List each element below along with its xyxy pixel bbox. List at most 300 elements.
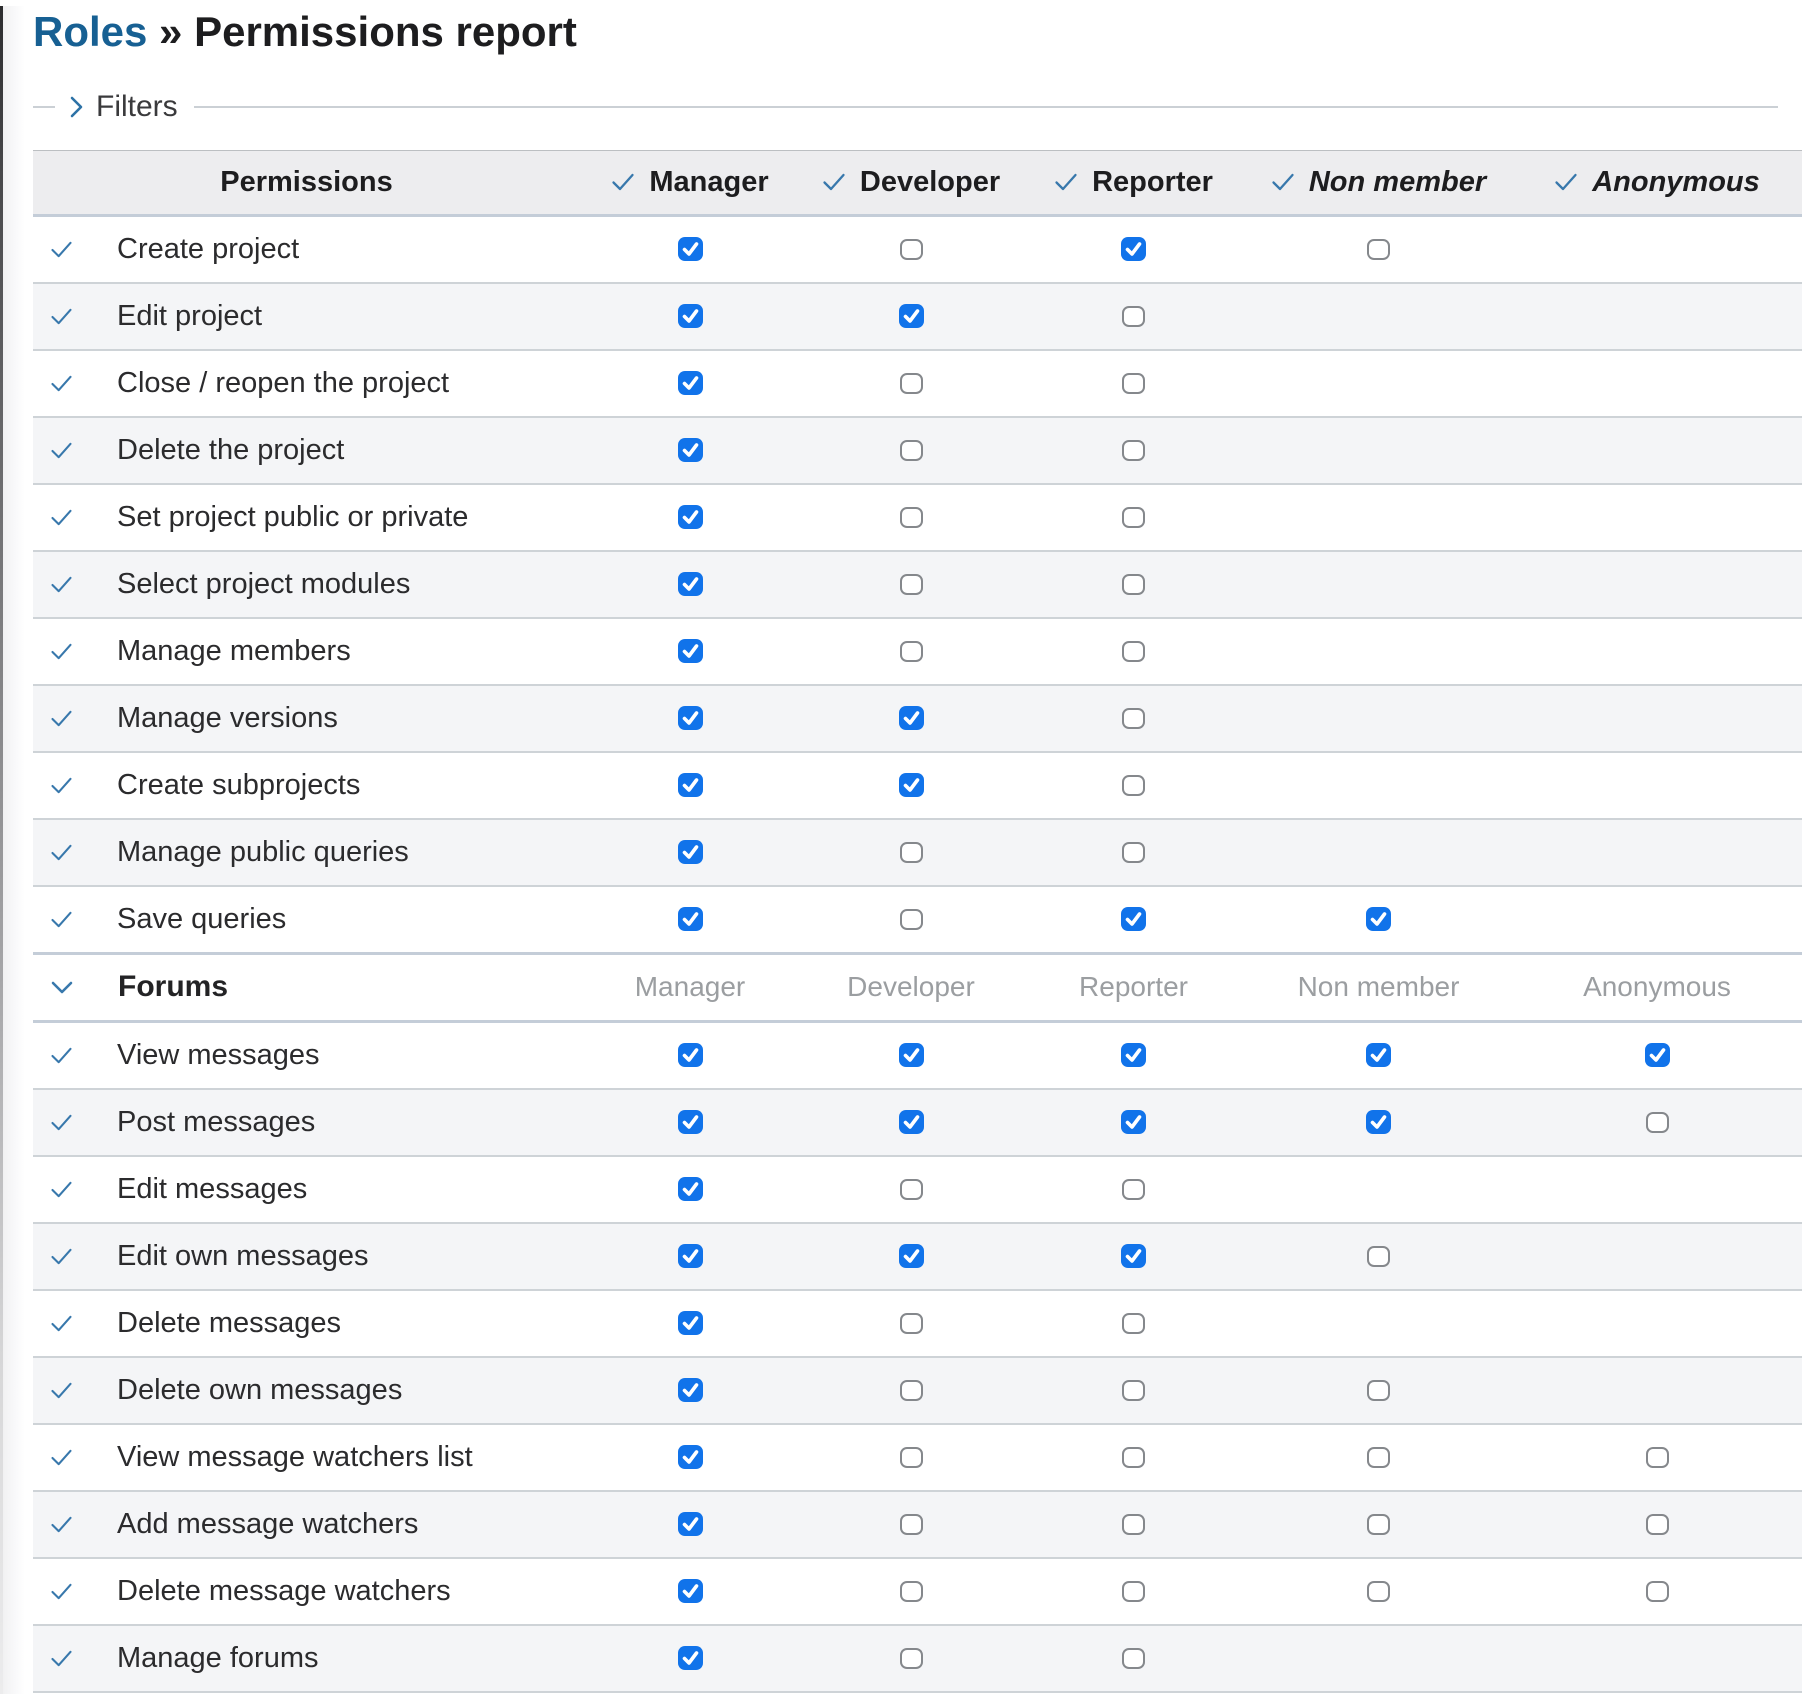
section-role-cell (800, 953, 1022, 1021)
permission-checkbox-unchecked[interactable] (1367, 1581, 1390, 1602)
permission-label-cell (33, 886, 580, 954)
permission-checkbox-checked[interactable] (1366, 1110, 1391, 1134)
permission-state-cell (1512, 752, 1802, 819)
filters-fieldset (33, 89, 1802, 125)
check-row-icon[interactable] (50, 441, 95, 460)
permission-checkbox-checked[interactable] (678, 1244, 703, 1268)
title-separator2 (182, 8, 194, 55)
permission-state-cell (1512, 1558, 1802, 1625)
permission-label: View message watchers list (117, 1440, 473, 1473)
role-header-label: Manager (649, 165, 769, 198)
permission-state-cell (1022, 1424, 1245, 1491)
permission-state-cell (1245, 1424, 1512, 1491)
permission-checkbox-checked[interactable] (678, 773, 703, 797)
permission-label: Close / reopen the project (117, 366, 450, 399)
permission-state-cell (580, 752, 800, 819)
permission-state-cell (1245, 417, 1512, 484)
permission-state-cell (1245, 1290, 1512, 1357)
permission-state-cell (1022, 1491, 1245, 1558)
check-row-icon[interactable] (50, 1046, 95, 1065)
permission-state-cell (1022, 618, 1245, 685)
permission-state-cell (1245, 1357, 1512, 1424)
permission-checkbox-checked[interactable] (1121, 907, 1146, 931)
permission-checkbox-unchecked[interactable] (900, 507, 923, 528)
permission-checkbox-unchecked[interactable] (1367, 1447, 1390, 1468)
permission-checkbox-checked[interactable] (1121, 237, 1146, 261)
role-header-cell (800, 150, 1022, 215)
permission-checkbox-unchecked[interactable] (1122, 1313, 1145, 1334)
section-role-label: Developer (847, 971, 975, 1002)
check-column-icon[interactable] (822, 172, 846, 192)
section-role-label: Non member (1297, 971, 1460, 1002)
permission-state-cell (800, 752, 1022, 819)
permission-label: Delete message watchers (117, 1574, 451, 1607)
permission-checkbox-unchecked[interactable] (1122, 507, 1145, 528)
permission-checkbox-unchecked[interactable] (900, 1514, 923, 1535)
permission-checkbox-unchecked[interactable] (900, 1179, 923, 1200)
permission-state-cell (800, 1021, 1022, 1089)
permission-row (33, 1357, 1802, 1424)
permission-label: Edit own messages (117, 1239, 369, 1272)
permission-checkbox-checked[interactable] (678, 1177, 703, 1201)
check-column-icon[interactable] (1554, 172, 1578, 192)
permission-state-cell (1245, 484, 1512, 551)
permission-checkbox-unchecked[interactable] (1646, 1447, 1669, 1468)
role-header-cell (1245, 150, 1512, 215)
permission-row (33, 551, 1802, 618)
permission-label: Select project modules (117, 567, 411, 600)
permission-state-cell (800, 1625, 1022, 1692)
permission-checkbox-unchecked[interactable] (1122, 440, 1145, 461)
filters-rule-left (33, 106, 55, 108)
permission-state-cell (1245, 215, 1512, 283)
permission-checkbox-checked[interactable] (1121, 1244, 1146, 1268)
permission-state-cell (1245, 819, 1512, 886)
permission-label-cell (33, 1021, 580, 1089)
permission-checkbox-unchecked[interactable] (900, 1313, 923, 1334)
permission-checkbox-unchecked[interactable] (1122, 641, 1145, 662)
check-row-icon[interactable] (50, 374, 95, 393)
permission-state-cell (1022, 1156, 1245, 1223)
permission-state-cell (580, 819, 800, 886)
permission-checkbox-checked[interactable] (899, 1110, 924, 1134)
permission-checkbox-unchecked[interactable] (900, 842, 923, 863)
permission-checkbox-checked[interactable] (678, 438, 703, 462)
permission-state-cell (800, 886, 1022, 954)
permission-state-cell (1245, 1223, 1512, 1290)
permission-state-cell (1512, 350, 1802, 417)
window-edge-shadow (3, 6, 25, 1694)
permission-checkbox-unchecked[interactable] (1122, 1581, 1145, 1602)
permission-state-cell (800, 1424, 1022, 1491)
check-row-icon[interactable] (50, 1448, 95, 1467)
permission-row (33, 1021, 1802, 1089)
permission-state-cell (1022, 886, 1245, 954)
permission-label: Add message watchers (117, 1507, 419, 1540)
role-header-cell (1022, 150, 1245, 215)
permission-row (33, 350, 1802, 417)
permission-label: Manage public queries (117, 835, 409, 868)
permission-label-cell (33, 417, 580, 484)
check-row-icon[interactable] (50, 575, 95, 594)
permission-checkbox-unchecked[interactable] (1122, 373, 1145, 394)
permission-label-cell (33, 1491, 580, 1558)
permission-label: Edit messages (117, 1172, 308, 1205)
permission-checkbox-unchecked[interactable] (1122, 1179, 1145, 1200)
permission-state-cell (580, 618, 800, 685)
permission-checkbox-unchecked[interactable] (900, 1648, 923, 1669)
permission-state-cell (1512, 1491, 1802, 1558)
permission-state-cell (580, 886, 800, 954)
check-row-icon[interactable] (50, 240, 95, 259)
permission-state-cell (1512, 551, 1802, 618)
permission-row (33, 1625, 1802, 1692)
permission-state-cell (1512, 685, 1802, 752)
permission-state-cell (1022, 1625, 1245, 1692)
permission-checkbox-checked[interactable] (678, 371, 703, 395)
check-row-icon[interactable] (50, 1582, 95, 1601)
permission-state-cell (800, 1357, 1022, 1424)
permission-checkbox-unchecked[interactable] (900, 373, 923, 394)
permission-state-cell (1022, 484, 1245, 551)
permission-state-cell (580, 215, 800, 283)
permission-checkbox-unchecked[interactable] (1646, 1514, 1669, 1535)
check-column-icon[interactable] (1054, 172, 1078, 192)
permission-row (33, 484, 1802, 551)
permission-state-cell (580, 1558, 800, 1625)
permission-label-cell (33, 752, 580, 819)
section-role-cell (1245, 953, 1512, 1021)
permission-checkbox-checked[interactable] (678, 639, 703, 663)
role-header-label: Non member (1308, 165, 1487, 198)
permission-row (33, 685, 1802, 752)
permission-row (33, 1558, 1802, 1625)
check-row-icon[interactable] (50, 1515, 95, 1534)
permission-checkbox-checked[interactable] (899, 1043, 924, 1067)
permission-state-cell (1022, 283, 1245, 350)
permission-row (33, 1223, 1802, 1290)
permission-checkbox-unchecked[interactable] (1122, 842, 1145, 863)
permission-label-cell (33, 819, 580, 886)
title-separator (147, 8, 159, 55)
permission-state-cell (1022, 752, 1245, 819)
permission-checkbox-unchecked[interactable] (1367, 1246, 1390, 1267)
permission-state-cell (1512, 215, 1802, 283)
permission-state-cell (1512, 283, 1802, 350)
check-row-icon[interactable] (50, 910, 95, 929)
permission-checkbox-unchecked[interactable] (1122, 1514, 1145, 1535)
section-role-label: Reporter (1079, 971, 1188, 1002)
permission-checkbox-checked[interactable] (899, 706, 924, 730)
permission-checkbox-checked[interactable] (678, 1311, 703, 1335)
permission-checkbox-unchecked[interactable] (1122, 1648, 1145, 1669)
permission-label-cell (33, 215, 580, 283)
permission-state-cell (1512, 1625, 1802, 1692)
permission-label-cell (33, 1625, 580, 1692)
filters-rule-right (194, 106, 1778, 108)
roles-link[interactable]: Roles (33, 8, 148, 55)
main-content (33, 6, 1802, 1693)
permission-checkbox-unchecked[interactable] (1122, 1447, 1145, 1468)
permission-row (33, 1491, 1802, 1558)
permission-label-cell (33, 1558, 580, 1625)
permission-state-cell (580, 1357, 800, 1424)
permission-checkbox-unchecked[interactable] (1367, 1380, 1390, 1401)
permission-checkbox-checked[interactable] (678, 1445, 703, 1469)
permission-state-cell (1512, 1357, 1802, 1424)
permission-state-cell (1022, 1558, 1245, 1625)
permission-state-cell (1512, 1424, 1802, 1491)
permission-label-cell (33, 350, 580, 417)
permission-state-cell (800, 1290, 1022, 1357)
permission-state-cell (800, 685, 1022, 752)
check-row-icon[interactable] (50, 1314, 95, 1333)
permission-checkbox-checked[interactable] (678, 1646, 703, 1670)
permission-state-cell (1245, 551, 1512, 618)
permissions-table (33, 150, 1802, 1693)
role-header-cell (580, 150, 800, 215)
permission-state-cell (1245, 350, 1512, 417)
permission-row (33, 752, 1802, 819)
permission-state-cell (580, 1290, 800, 1357)
permission-state-cell (800, 551, 1022, 618)
permission-state-cell (1512, 819, 1802, 886)
permissions-table-header (33, 150, 1802, 215)
permission-state-cell (1022, 819, 1245, 886)
section-role-label: Manager (634, 971, 746, 1002)
section-role-cell (1022, 953, 1245, 1021)
title-separator-glyph: » (159, 8, 183, 55)
permission-label: Save queries (117, 902, 287, 935)
check-row-icon[interactable] (50, 1247, 95, 1266)
permission-state-cell (800, 484, 1022, 551)
permission-state-cell (580, 1021, 800, 1089)
permission-state-cell (1512, 618, 1802, 685)
permission-state-cell (580, 1156, 800, 1223)
chevron-down-icon[interactable] (50, 979, 96, 996)
permission-state-cell (1245, 1089, 1512, 1156)
permission-row (33, 215, 1802, 283)
permission-checkbox-checked[interactable] (899, 1244, 924, 1268)
permission-state-cell (1022, 1223, 1245, 1290)
permission-checkbox-unchecked[interactable] (1122, 306, 1145, 327)
permission-row (33, 1156, 1802, 1223)
permission-checkbox-checked[interactable] (678, 1512, 703, 1536)
header-row (33, 150, 1802, 215)
permission-checkbox-unchecked[interactable] (1122, 1380, 1145, 1401)
permission-state-cell (1512, 1089, 1802, 1156)
permission-checkbox-unchecked[interactable] (900, 574, 923, 595)
page-title (33, 6, 1802, 59)
permission-state-cell (580, 350, 800, 417)
permission-label-cell (33, 283, 580, 350)
permission-checkbox-checked[interactable] (678, 1110, 703, 1134)
permission-checkbox-unchecked[interactable] (1122, 574, 1145, 595)
permission-checkbox-checked[interactable] (678, 1043, 703, 1067)
permission-checkbox-unchecked[interactable] (900, 1581, 923, 1602)
permission-state-cell (1022, 1021, 1245, 1089)
role-header-label: Developer (859, 165, 1001, 198)
permission-state-cell (1022, 350, 1245, 417)
role-header-label: Reporter (1092, 165, 1213, 198)
permission-state-cell (1022, 1290, 1245, 1357)
permission-checkbox-unchecked[interactable] (1122, 775, 1145, 796)
permission-state-cell (580, 1089, 800, 1156)
check-row-icon[interactable] (50, 307, 95, 326)
permission-checkbox-unchecked[interactable] (1646, 1112, 1669, 1133)
permission-checkbox-unchecked[interactable] (900, 239, 923, 260)
permission-checkbox-checked[interactable] (678, 706, 703, 730)
check-row-icon[interactable] (50, 642, 95, 661)
permission-label-cell (33, 551, 580, 618)
permission-state-cell (1245, 1625, 1512, 1692)
check-row-icon[interactable] (50, 1180, 95, 1199)
permission-checkbox-checked[interactable] (1366, 1043, 1391, 1067)
permission-label: View messages (117, 1038, 320, 1071)
permission-checkbox-unchecked[interactable] (1646, 1581, 1669, 1602)
permission-checkbox-checked[interactable] (678, 1579, 703, 1603)
permission-state-cell (1245, 1021, 1512, 1089)
permission-checkbox-checked[interactable] (678, 572, 703, 596)
permission-label-cell (33, 1223, 580, 1290)
permission-state-cell (800, 283, 1022, 350)
permission-checkbox-checked[interactable] (678, 505, 703, 529)
permission-state-cell (580, 685, 800, 752)
permission-label: Delete the project (117, 433, 345, 466)
permission-state-cell (1245, 685, 1512, 752)
permission-row (33, 283, 1802, 350)
permissions-header-cell: Permissions (33, 150, 580, 215)
permission-label-cell (33, 1290, 580, 1357)
permission-label-cell (33, 685, 580, 752)
permission-row (33, 886, 1802, 954)
check-column-icon[interactable] (611, 172, 635, 192)
check-row-icon[interactable] (50, 1113, 95, 1132)
permission-state-cell (580, 1424, 800, 1491)
permission-row (33, 1424, 1802, 1491)
permission-state-cell (800, 215, 1022, 283)
permission-state-cell (1245, 1491, 1512, 1558)
permission-checkbox-checked[interactable] (678, 304, 703, 328)
permission-label: Create project (117, 232, 300, 265)
permission-state-cell (1245, 1156, 1512, 1223)
permission-row (33, 819, 1802, 886)
permission-checkbox-checked[interactable] (678, 237, 703, 261)
permission-state-cell (580, 1223, 800, 1290)
permission-checkbox-checked[interactable] (678, 907, 703, 931)
permission-label: Delete messages (117, 1306, 342, 1339)
section-role-cell (580, 953, 800, 1021)
permission-checkbox-checked[interactable] (1645, 1043, 1670, 1067)
permission-checkbox-checked[interactable] (899, 304, 924, 328)
permission-checkbox-unchecked[interactable] (1367, 239, 1390, 260)
permission-label: Delete own messages (117, 1373, 403, 1406)
permission-state-cell (1245, 1558, 1512, 1625)
permission-state-cell (580, 1625, 800, 1692)
permission-label-cell (33, 1424, 580, 1491)
permission-checkbox-unchecked[interactable] (1122, 708, 1145, 729)
permission-checkbox-unchecked[interactable] (900, 1447, 923, 1468)
check-row-icon[interactable] (50, 776, 95, 795)
section-label: Forums (118, 970, 229, 1003)
permission-state-cell (800, 1491, 1022, 1558)
permission-checkbox-unchecked[interactable] (900, 440, 923, 461)
permission-label: Post messages (117, 1105, 316, 1138)
permission-checkbox-checked[interactable] (1121, 1110, 1146, 1134)
permission-state-cell (1512, 1290, 1802, 1357)
permission-checkbox-unchecked[interactable] (900, 1380, 923, 1401)
permission-checkbox-checked[interactable] (678, 840, 703, 864)
permission-label: Edit project (117, 299, 263, 332)
permission-state-cell (800, 1156, 1022, 1223)
permission-checkbox-checked[interactable] (1366, 907, 1391, 931)
role-header-label: Anonymous (1592, 165, 1760, 198)
permission-checkbox-checked[interactable] (678, 1378, 703, 1402)
permission-checkbox-unchecked[interactable] (1367, 1514, 1390, 1535)
permission-state-cell (1022, 215, 1245, 283)
permission-label: Manage versions (117, 701, 338, 734)
permission-state-cell (1245, 283, 1512, 350)
permission-state-cell (1512, 1156, 1802, 1223)
permission-state-cell (800, 1089, 1022, 1156)
permission-state-cell (580, 283, 800, 350)
chevron-right-icon (69, 94, 96, 120)
role-header-cell (1512, 150, 1802, 215)
check-row-icon[interactable] (50, 1381, 95, 1400)
permission-state-cell (1512, 886, 1802, 954)
permission-state-cell (580, 551, 800, 618)
section-title-cell (33, 953, 580, 1021)
permission-state-cell (1512, 1223, 1802, 1290)
permission-checkbox-unchecked[interactable] (900, 641, 923, 662)
filters-toggle[interactable] (69, 90, 194, 124)
permission-row (33, 417, 1802, 484)
permission-row (33, 1089, 1802, 1156)
permission-label-cell (33, 1156, 580, 1223)
permission-label: Manage forums (117, 1641, 319, 1674)
permission-state-cell (1512, 1021, 1802, 1089)
permission-checkbox-checked[interactable] (1121, 1043, 1146, 1067)
permission-state-cell (1022, 1089, 1245, 1156)
permission-label: Set project public or private (117, 500, 469, 533)
permission-state-cell (1512, 484, 1802, 551)
filters-label: Filters (96, 89, 178, 123)
check-row-icon[interactable] (50, 843, 95, 862)
permission-state-cell (1022, 417, 1245, 484)
permission-checkbox-checked[interactable] (899, 773, 924, 797)
permission-checkbox-unchecked[interactable] (900, 909, 923, 930)
permission-state-cell (800, 618, 1022, 685)
permission-state-cell (1022, 685, 1245, 752)
permission-state-cell (1022, 551, 1245, 618)
permission-label-cell (33, 484, 580, 551)
permission-state-cell (1512, 417, 1802, 484)
section-row-forums (33, 953, 1802, 1021)
permission-state-cell (580, 484, 800, 551)
permission-state-cell (580, 417, 800, 484)
check-row-icon[interactable] (50, 508, 95, 527)
permission-state-cell (800, 1223, 1022, 1290)
permission-row (33, 1290, 1802, 1357)
check-row-icon[interactable] (50, 1649, 95, 1668)
permission-state-cell (800, 350, 1022, 417)
check-row-icon[interactable] (50, 709, 95, 728)
permission-label: Create subprojects (117, 768, 361, 801)
permission-state-cell (800, 417, 1022, 484)
check-column-icon[interactable] (1271, 172, 1295, 192)
permission-label-cell (33, 1357, 580, 1424)
permission-label: Manage members (117, 634, 351, 667)
